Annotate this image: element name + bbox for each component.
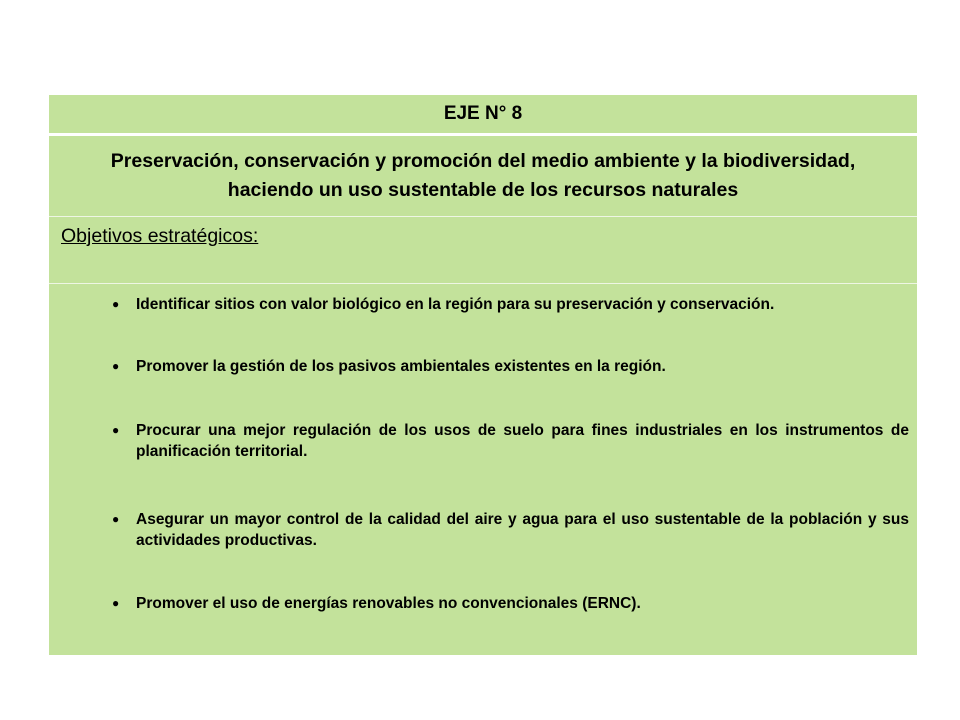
bullet-icon: ● (112, 512, 120, 526)
objectives-heading: Objetivos estratégicos: (61, 225, 259, 247)
goal-item (49, 294, 909, 315)
eje-table (49, 95, 917, 655)
bullet-icon: ● (112, 297, 120, 311)
goal-item (49, 356, 909, 377)
goals-cell (49, 284, 917, 655)
bullet-icon: ● (112, 359, 120, 373)
goal-text: Promover la gestión de los pasivos ambientales existentes en la región. (136, 358, 666, 375)
goal-text: Identificar sitios con valor biológico en la región para su preservación y conservación. (136, 296, 775, 313)
bullet-icon: ● (112, 596, 120, 610)
eje-title-cell (49, 136, 917, 216)
bullet-icon: ● (112, 423, 120, 437)
goal-item (49, 420, 909, 462)
eje-header (49, 95, 917, 133)
goal-item (49, 593, 909, 614)
eje-label: EJE N° 8 (443, 103, 523, 124)
goal-text: Procurar una mejor regulación de los usos de suelo para fines industriales en los instrumentos de planificación territorial. (136, 422, 909, 460)
goal-text: Promover el uso de energías renovables no convencionales (ERNC). (136, 595, 641, 612)
goal-item (49, 509, 909, 551)
goal-text: Asegurar un mayor control de la calidad del aire y agua para el uso sustentable de la población y sus actividades productivas. (136, 511, 909, 549)
objectives-heading-cell (49, 217, 917, 283)
goals-list (49, 294, 909, 614)
eje-title: Preservación, conservación y promoción del medio ambiente y la biodiversidad, haciendo un uso sustentable de los recursos naturales (110, 150, 856, 201)
